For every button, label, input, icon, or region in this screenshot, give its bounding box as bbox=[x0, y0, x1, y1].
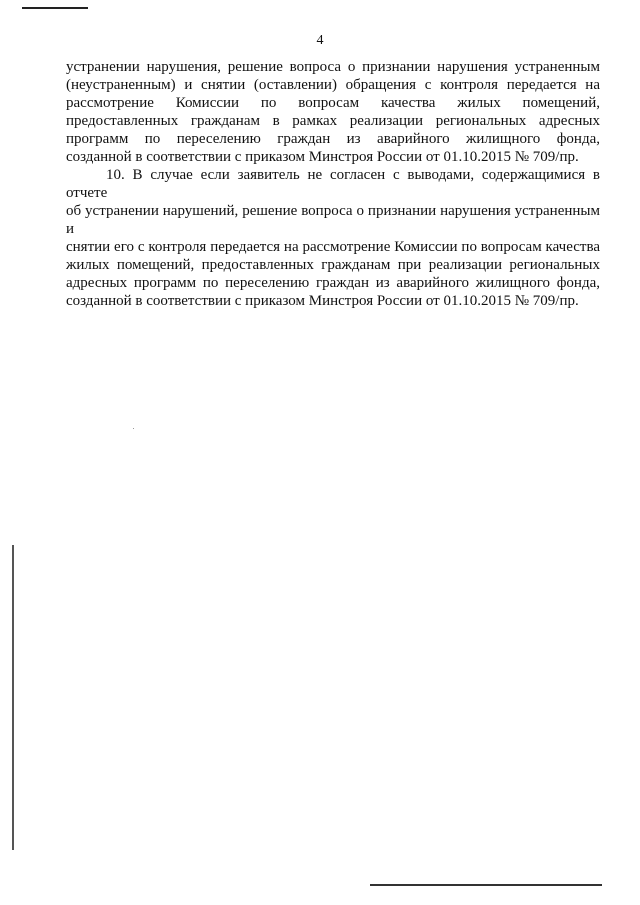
text-line: жилых помещений, предоставленных гражданам при реализации региональных bbox=[66, 257, 600, 273]
text-line: программ по переселению граждан из аварийного жилищного фонда, bbox=[66, 131, 600, 147]
text-line: устранении нарушения, решение вопроса о признании нарушения устраненным bbox=[66, 59, 600, 75]
text-line: адресных программ по переселению граждан из аварийного жилищного фонда, bbox=[66, 275, 600, 291]
paragraph-10 bbox=[66, 166, 600, 310]
text-line: предоставленных гражданам в рамках реализации региональных адресных bbox=[66, 113, 600, 129]
scan-speck bbox=[133, 428, 134, 429]
text-line: созданной в соответствии с приказом Минстроя России от 01.10.2015 № 709/пр. bbox=[66, 293, 579, 309]
page-number: 4 bbox=[316, 33, 324, 48]
scan-edge-line-left bbox=[12, 545, 14, 850]
text-line: снятии его с контроля передается на рассмотрение Комиссии по вопросам качества bbox=[66, 239, 600, 255]
text-line: созданной в соответствии с приказом Минстроя России от 01.10.2015 № 709/пр. bbox=[66, 149, 579, 165]
text-line: рассмотрение Комиссии по вопросам качества жилых помещений, bbox=[66, 95, 600, 111]
text-line: (неустраненным) и снятии (оставлении) обращения с контроля передается на bbox=[66, 77, 600, 93]
text-line: об устранении нарушений, решение вопроса о признании нарушения устраненным и bbox=[66, 203, 600, 237]
text-line: 10. В случае если заявитель не согласен с выводами, содержащимися в отчете bbox=[66, 167, 600, 201]
document-body bbox=[66, 58, 600, 310]
scan-edge-line-top bbox=[22, 7, 88, 9]
scan-edge-line-bottom bbox=[370, 884, 602, 886]
paragraph-continued bbox=[66, 58, 600, 166]
